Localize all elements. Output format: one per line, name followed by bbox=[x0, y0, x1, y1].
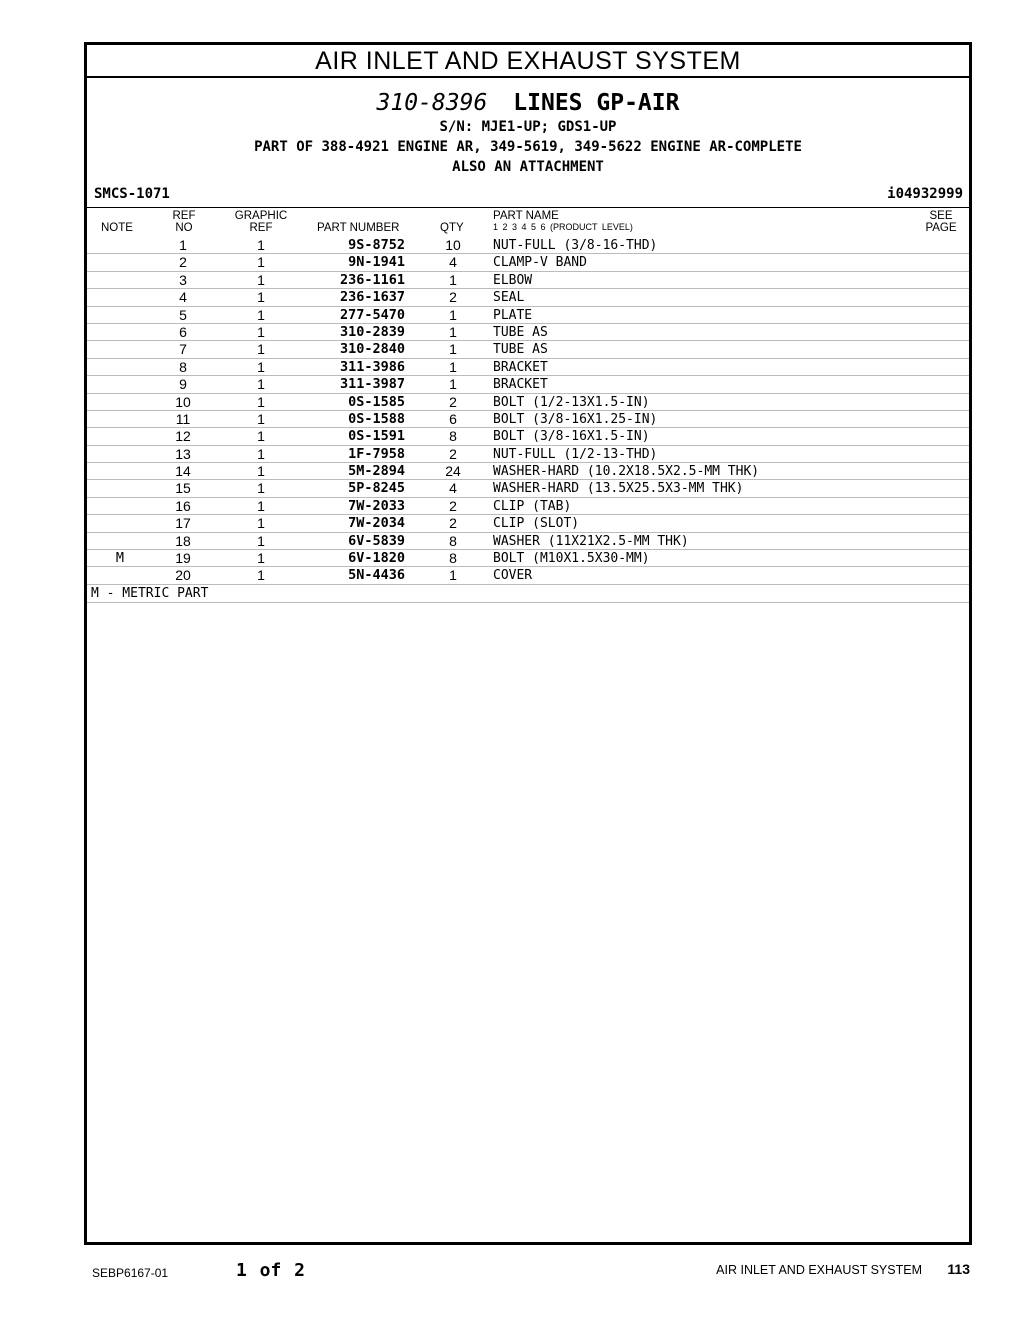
ref-no-cell: 16 bbox=[175, 497, 191, 514]
part-name-cell: WASHER-HARD (13.5X25.5X3-MM THK) bbox=[493, 481, 744, 497]
col-qty: QTY bbox=[440, 222, 464, 234]
part-name-cell: CLIP (TAB) bbox=[493, 498, 572, 514]
part-name-cell: PLATE bbox=[493, 307, 533, 323]
graphic-ref-cell: 1 bbox=[257, 254, 265, 271]
ref-no-cell: 5 bbox=[179, 306, 187, 323]
part-name-cell: BOLT (M10X1.5X30-MM) bbox=[493, 551, 650, 567]
ref-no-cell: 13 bbox=[175, 445, 191, 462]
ref-no-cell: 8 bbox=[179, 358, 187, 375]
graphic-ref-cell: 1 bbox=[257, 532, 265, 549]
col-see-top: SEE bbox=[929, 210, 953, 222]
group-part-number[interactable]: 310-8396 bbox=[376, 90, 488, 116]
graphic-ref-cell: 1 bbox=[257, 567, 265, 584]
qty-cell: 1 bbox=[449, 341, 457, 358]
part-name-cell: BRACKET bbox=[493, 377, 548, 393]
graphic-ref-cell: 1 bbox=[257, 463, 265, 480]
table-row bbox=[87, 567, 969, 584]
graphic-ref-cell: 1 bbox=[257, 271, 265, 288]
table-row bbox=[87, 533, 969, 550]
note-cell: M bbox=[115, 550, 125, 567]
part-number-cell[interactable]: 0S-1585 bbox=[348, 393, 405, 410]
part-number-cell[interactable]: 236-1161 bbox=[339, 271, 405, 288]
graphic-ref-cell: 1 bbox=[257, 358, 265, 375]
ref-no-cell: 1 bbox=[179, 237, 187, 253]
smcs-code: SMCS-1071 bbox=[94, 186, 170, 202]
part-name-cell: TUBE AS bbox=[493, 342, 548, 358]
table-row bbox=[87, 411, 969, 428]
part-name-cell: COVER bbox=[493, 568, 533, 584]
part-number-cell[interactable]: 7W-2033 bbox=[348, 497, 405, 514]
parts-table bbox=[87, 237, 969, 603]
part-number-cell[interactable]: 310-2839 bbox=[339, 323, 405, 340]
part-number-cell[interactable]: 0S-1588 bbox=[348, 410, 405, 427]
section-title: AIR INLET AND EXHAUST SYSTEM bbox=[87, 45, 969, 78]
page-of: 1 of 2 bbox=[236, 1260, 306, 1281]
part-name-cell: BOLT (3/8-16X1.25-IN) bbox=[493, 411, 658, 427]
qty-cell: 24 bbox=[445, 463, 461, 480]
ref-no-cell: 4 bbox=[179, 289, 187, 306]
part-number-cell[interactable]: 277-5470 bbox=[339, 306, 405, 323]
table-row bbox=[87, 446, 969, 463]
page-number: 113 bbox=[947, 1261, 970, 1277]
qty-cell: 1 bbox=[449, 306, 457, 323]
part-number-cell[interactable]: 311-3987 bbox=[339, 376, 405, 393]
qty-cell: 2 bbox=[449, 445, 457, 462]
graphic-ref-cell: 1 bbox=[257, 323, 265, 340]
col-see-page bbox=[921, 210, 961, 234]
qty-cell: 2 bbox=[449, 515, 457, 532]
ref-no-cell: 2 bbox=[179, 254, 187, 271]
table-row bbox=[87, 237, 969, 254]
graphic-ref-cell: 1 bbox=[257, 306, 265, 323]
ref-no-cell: 11 bbox=[175, 410, 191, 427]
part-name-cell: TUBE AS bbox=[493, 324, 548, 340]
table-row bbox=[87, 376, 969, 393]
table-row bbox=[87, 428, 969, 445]
col-part-number: PART NUMBER bbox=[317, 222, 400, 234]
col-ref-no bbox=[169, 210, 199, 234]
part-number-cell[interactable]: 6V-5839 bbox=[348, 532, 405, 549]
part-name-cell: CLIP (SLOT) bbox=[493, 516, 580, 532]
ref-no-cell: 17 bbox=[175, 515, 191, 532]
table-row bbox=[87, 359, 969, 376]
attachment-line: ALSO AN ATTACHMENT bbox=[452, 159, 604, 175]
col-note: NOTE bbox=[101, 222, 133, 234]
col-part-name: PART NAME bbox=[493, 210, 559, 222]
part-name-cell: BRACKET bbox=[493, 359, 548, 375]
footer-section-title: AIR INLET AND EXHAUST SYSTEM bbox=[716, 1263, 922, 1277]
qty-cell: 1 bbox=[449, 271, 457, 288]
part-number-cell[interactable]: 0S-1591 bbox=[348, 428, 405, 445]
qty-cell: 2 bbox=[449, 289, 457, 306]
graphic-ref-cell: 1 bbox=[257, 480, 265, 497]
table-row bbox=[87, 289, 969, 306]
part-name-cell: BOLT (3/8-16X1.5-IN) bbox=[493, 429, 650, 445]
metric-footnote: M - METRIC PART bbox=[87, 585, 969, 603]
graphic-ref-cell: 1 bbox=[257, 341, 265, 358]
ref-no-cell: 12 bbox=[175, 428, 191, 445]
doc-id: SEBP6167-01 bbox=[92, 1266, 169, 1280]
qty-cell: 8 bbox=[449, 428, 457, 445]
qty-cell: 8 bbox=[449, 532, 457, 549]
table-row bbox=[87, 498, 969, 515]
part-number-cell[interactable]: 9N-1941 bbox=[348, 254, 405, 271]
ref-no-cell: 3 bbox=[179, 271, 187, 288]
table-row bbox=[87, 341, 969, 358]
graphic-ref-cell: 1 bbox=[257, 445, 265, 462]
part-number-cell[interactable]: 310-2840 bbox=[339, 341, 405, 358]
qty-cell: 4 bbox=[449, 254, 457, 271]
qty-cell: 2 bbox=[449, 393, 457, 410]
col-graphic-top: GRAPHIC bbox=[234, 210, 288, 222]
qty-cell: 10 bbox=[445, 237, 461, 253]
part-number-cell[interactable]: 5N-4436 bbox=[348, 567, 405, 584]
graphic-ref-cell: 1 bbox=[257, 393, 265, 410]
ref-no-cell: 6 bbox=[179, 323, 187, 340]
part-of-line: PART OF 388-4921 ENGINE AR, 349-5619, 349-5622 ENGINE AR-COMPLETE bbox=[254, 139, 802, 155]
header-divider bbox=[87, 207, 969, 208]
part-number-cell[interactable]: 236-1637 bbox=[339, 289, 405, 306]
part-number-cell[interactable]: 5P-8245 bbox=[348, 480, 405, 497]
table-row bbox=[87, 463, 969, 480]
ref-no-cell: 7 bbox=[179, 341, 187, 358]
part-name-cell: NUT-FULL (1/2-13-THD) bbox=[493, 446, 658, 462]
qty-cell: 1 bbox=[449, 358, 457, 375]
qty-cell: 8 bbox=[449, 550, 457, 567]
table-row bbox=[87, 550, 969, 567]
part-number-cell[interactable]: 311-3986 bbox=[339, 358, 405, 375]
col-graphic-ref bbox=[232, 210, 290, 234]
group-heading bbox=[87, 89, 969, 117]
product-levels: 1 2 3 4 5 6 (PRODUCT LEVEL) bbox=[493, 222, 633, 232]
ref-no-cell: 10 bbox=[175, 393, 191, 410]
table-row bbox=[87, 272, 969, 289]
ref-no-cell: 20 bbox=[175, 567, 191, 584]
part-name-cell: BOLT (1/2-13X1.5-IN) bbox=[493, 394, 650, 410]
part-name-cell: WASHER (11X21X2.5-MM THK) bbox=[493, 533, 689, 549]
part-name-cell: SEAL bbox=[493, 290, 525, 306]
col-see-bottom: PAGE bbox=[925, 222, 957, 234]
table-row bbox=[87, 324, 969, 341]
qty-cell: 1 bbox=[449, 567, 457, 584]
table-row bbox=[87, 480, 969, 497]
graphic-ref-cell: 1 bbox=[257, 515, 265, 532]
ref-no-cell: 9 bbox=[179, 376, 187, 393]
graphic-ref-cell: 1 bbox=[257, 376, 265, 393]
part-number-cell[interactable]: 1F-7958 bbox=[348, 445, 405, 462]
part-name-cell: NUT-FULL (3/8-16-THD) bbox=[493, 238, 658, 253]
graphic-ref-cell: 1 bbox=[257, 428, 265, 445]
table-row bbox=[87, 254, 969, 271]
col-graphic-bottom: REF bbox=[249, 222, 273, 234]
table-row bbox=[87, 307, 969, 324]
serial-range: S/N: MJE1-UP; GDS1-UP bbox=[439, 119, 617, 135]
col-ref-top: REF bbox=[172, 210, 196, 222]
graphic-ref-cell: 1 bbox=[257, 550, 265, 567]
col-ref-bottom: NO bbox=[175, 222, 193, 234]
part-number-cell[interactable]: 7W-2034 bbox=[348, 515, 405, 532]
group-name: LINES GP-AIR bbox=[513, 90, 680, 116]
qty-cell: 1 bbox=[449, 323, 457, 340]
qty-cell: 1 bbox=[449, 376, 457, 393]
part-name-cell: ELBOW bbox=[493, 272, 533, 288]
part-number-cell[interactable]: 5M-2894 bbox=[348, 463, 405, 480]
graphic-ref-cell: 1 bbox=[257, 237, 265, 253]
qty-cell: 6 bbox=[449, 410, 457, 427]
illustration-id: i04932999 bbox=[887, 186, 963, 202]
part-number-cell[interactable]: 9S-8752 bbox=[348, 237, 405, 253]
part-name-cell: CLAMP-V BAND bbox=[493, 255, 587, 271]
ref-no-cell: 14 bbox=[175, 463, 191, 480]
qty-cell: 2 bbox=[449, 497, 457, 514]
ref-no-cell: 18 bbox=[175, 532, 191, 549]
ref-no-cell: 15 bbox=[175, 480, 191, 497]
table-row bbox=[87, 394, 969, 411]
graphic-ref-cell: 1 bbox=[257, 289, 265, 306]
part-name-cell: WASHER-HARD (10.2X18.5X2.5-MM THK) bbox=[493, 464, 760, 480]
table-row bbox=[87, 515, 969, 532]
graphic-ref-cell: 1 bbox=[257, 410, 265, 427]
ref-no-cell: 19 bbox=[175, 550, 191, 567]
qty-cell: 4 bbox=[449, 480, 457, 497]
graphic-ref-cell: 1 bbox=[257, 497, 265, 514]
parts-page-frame bbox=[84, 42, 972, 1245]
part-number-cell[interactable]: 6V-1820 bbox=[348, 550, 405, 567]
